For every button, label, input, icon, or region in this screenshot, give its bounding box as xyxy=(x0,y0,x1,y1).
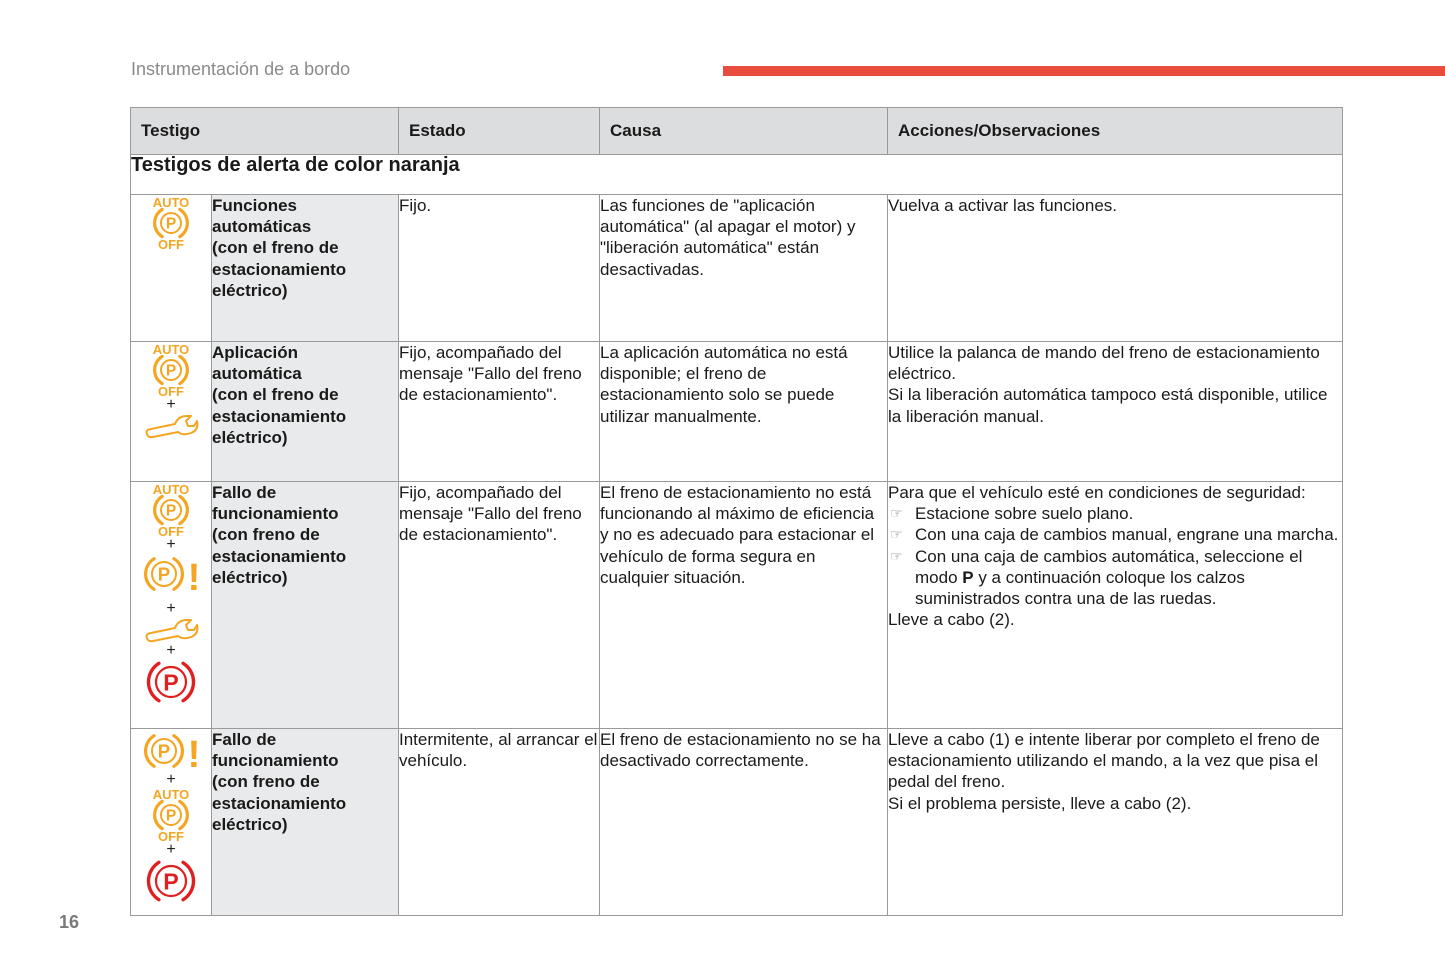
accent-bar xyxy=(723,66,1445,76)
name-line: funcionamiento xyxy=(212,504,339,524)
plus-sign: + xyxy=(166,536,176,553)
name-line: Fallo de xyxy=(212,730,277,749)
name-line: funcionamiento xyxy=(212,751,339,771)
acciones-cell xyxy=(888,342,1343,482)
column-header-testigo: Testigo xyxy=(131,108,399,155)
name-line: (con el freno de xyxy=(212,385,339,405)
icon-cell xyxy=(131,482,212,729)
estado-cell: Fijo, acompañado del mensaje "Fallo del freno de estacionamiento". xyxy=(399,482,600,729)
parking-brake-fault-icon xyxy=(131,729,211,773)
plus-sign: + xyxy=(166,771,176,788)
name-line: eléctrico) xyxy=(212,814,288,834)
acciones-text: Vuelva a activar las funciones. xyxy=(888,196,1117,215)
estado-cell: Intermitente, al arrancar el vehículo. xyxy=(399,729,600,916)
parking-brake-red-icon xyxy=(131,857,211,905)
acciones-text: Si la liberación automática tampoco está disponible, utilice la liberación manual. xyxy=(888,385,1328,426)
auto-off-parking-icon xyxy=(131,342,211,398)
name-line: (con freno de xyxy=(212,772,320,792)
column-header-estado: Estado xyxy=(399,108,600,155)
bullet-text: Con una caja de cambios manual, engrane una marcha. xyxy=(915,525,1339,545)
causa-cell: El freno de estacionamiento no se ha desactivado correctamente. xyxy=(600,729,888,916)
acciones-outro: Lleve a cabo (2). xyxy=(888,610,1015,630)
bullet-text xyxy=(915,547,1302,608)
name-line: automáticas xyxy=(212,217,312,237)
name-line: (con el freno de xyxy=(212,238,339,258)
table-row xyxy=(131,729,1343,916)
plus-sign: + xyxy=(166,396,176,413)
svg-text:!: ! xyxy=(187,557,201,596)
plus-sign: + xyxy=(166,642,176,659)
name-line: estacionamiento xyxy=(212,406,347,426)
name-line: eléctrico) xyxy=(212,427,288,447)
auto-off-parking-icon xyxy=(131,195,211,251)
svg-text:OFF: OFF xyxy=(158,384,184,398)
name-line: Fallo de xyxy=(212,483,277,502)
auto-off-parking-icon xyxy=(131,482,211,538)
acciones-cell xyxy=(888,729,1343,916)
svg-text:OFF: OFF xyxy=(158,524,184,538)
acciones-cell xyxy=(888,195,1343,342)
svg-text:P: P xyxy=(165,807,177,825)
pointing-hand-icon: ☞ xyxy=(890,547,903,564)
svg-text:P: P xyxy=(163,669,179,696)
acciones-text: Si el problema persiste, lleve a cabo (2). xyxy=(888,793,1192,813)
name-line: estacionamiento xyxy=(212,793,347,813)
causa-cell: Las funciones de "aplicación automática" (al apagar el motor) y "liberación automática" están desactivadas. xyxy=(600,195,888,342)
bullet-item xyxy=(888,503,1342,524)
name-line: eléctrico) xyxy=(212,567,288,587)
svg-text:P: P xyxy=(157,563,171,585)
plus-sign: + xyxy=(166,841,176,858)
svg-text:P: P xyxy=(157,740,171,762)
svg-text:OFF: OFF xyxy=(158,829,184,843)
icon-cell xyxy=(131,342,212,482)
causa-cell: El freno de estacionamiento no está funcionando al máximo de eficiencia y no es adecuado para estacionar el vehículo de forma segura en cualquier situación. xyxy=(600,482,888,729)
parking-brake-fault-icon xyxy=(131,552,211,596)
wrench-icon xyxy=(131,412,211,440)
table-row xyxy=(131,195,1343,342)
svg-text:P: P xyxy=(165,502,177,520)
section-title: Instrumentación de a bordo xyxy=(131,59,351,79)
pointing-hand-icon: ☞ xyxy=(890,505,903,522)
column-header-acciones: Acciones/Observaciones xyxy=(888,108,1343,155)
parking-brake-red-icon xyxy=(131,658,211,706)
gear-mode-p: P xyxy=(962,567,974,587)
name-line: eléctrico) xyxy=(212,280,288,300)
bullet-item xyxy=(888,524,1342,545)
causa-cell: La aplicación automática no está disponible; el freno de estacionamiento solo se puede utilizar manualmente. xyxy=(600,342,888,482)
svg-text:!: ! xyxy=(187,734,201,773)
table-header-row xyxy=(131,108,1343,155)
group-row xyxy=(131,155,1343,195)
page-number: 16 xyxy=(59,912,80,932)
bullet-text-part: Con una caja de cambios automática, seleccione el modo xyxy=(915,546,1303,587)
warning-name xyxy=(212,729,399,916)
table-row xyxy=(131,342,1343,482)
acciones-intro: Para que el vehículo esté en condiciones de seguridad: xyxy=(888,483,1306,502)
acciones-text: Utilice la palanca de mando del freno de estacionamiento eléctrico. xyxy=(888,343,1320,384)
acciones-bullet-list xyxy=(888,503,1342,609)
icon-cell xyxy=(131,195,212,342)
warning-name xyxy=(212,195,399,342)
warning-name xyxy=(212,342,399,482)
warning-name xyxy=(212,482,399,729)
estado-cell: Fijo. xyxy=(399,195,600,342)
auto-off-parking-icon xyxy=(131,787,211,843)
svg-text:P: P xyxy=(165,215,177,233)
svg-text:P: P xyxy=(165,362,177,380)
bullet-item xyxy=(888,546,1342,610)
wrench-icon xyxy=(131,616,211,644)
svg-text:AUTO: AUTO xyxy=(152,482,190,497)
svg-text:AUTO: AUTO xyxy=(152,787,190,802)
group-title: Testigos de alerta de color naranja xyxy=(131,155,1343,195)
svg-text:P: P xyxy=(163,868,179,895)
name-line: estacionamiento xyxy=(212,259,347,279)
bullet-text-part: y a continuación coloque los calzos suministrados contra una de las ruedas. xyxy=(915,567,1245,609)
name-line: automática xyxy=(212,364,302,384)
svg-text:AUTO: AUTO xyxy=(152,195,190,210)
name-line: estacionamiento xyxy=(212,546,347,566)
column-header-causa: Causa xyxy=(600,108,888,155)
plus-sign: + xyxy=(166,600,176,617)
estado-cell: Fijo, acompañado del mensaje "Fallo del freno de estacionamiento". xyxy=(399,342,600,482)
acciones-cell xyxy=(888,482,1343,729)
bullet-text: Estacione sobre suelo plano. xyxy=(915,504,1134,524)
svg-text:OFF: OFF xyxy=(158,237,184,251)
name-line: Aplicación xyxy=(212,343,298,362)
name-line: (con freno de xyxy=(212,525,320,545)
warning-lights-table xyxy=(130,107,1343,916)
svg-text:AUTO: AUTO xyxy=(152,342,190,357)
icon-cell xyxy=(131,729,212,916)
pointing-hand-icon: ☞ xyxy=(890,526,903,543)
table-row xyxy=(131,482,1343,729)
name-line: Funciones xyxy=(212,196,298,215)
acciones-text: Lleve a cabo (1) e intente liberar por completo el freno de estacionamiento utilizando el mando, a la vez que pisa el pedal del freno. xyxy=(888,730,1320,792)
